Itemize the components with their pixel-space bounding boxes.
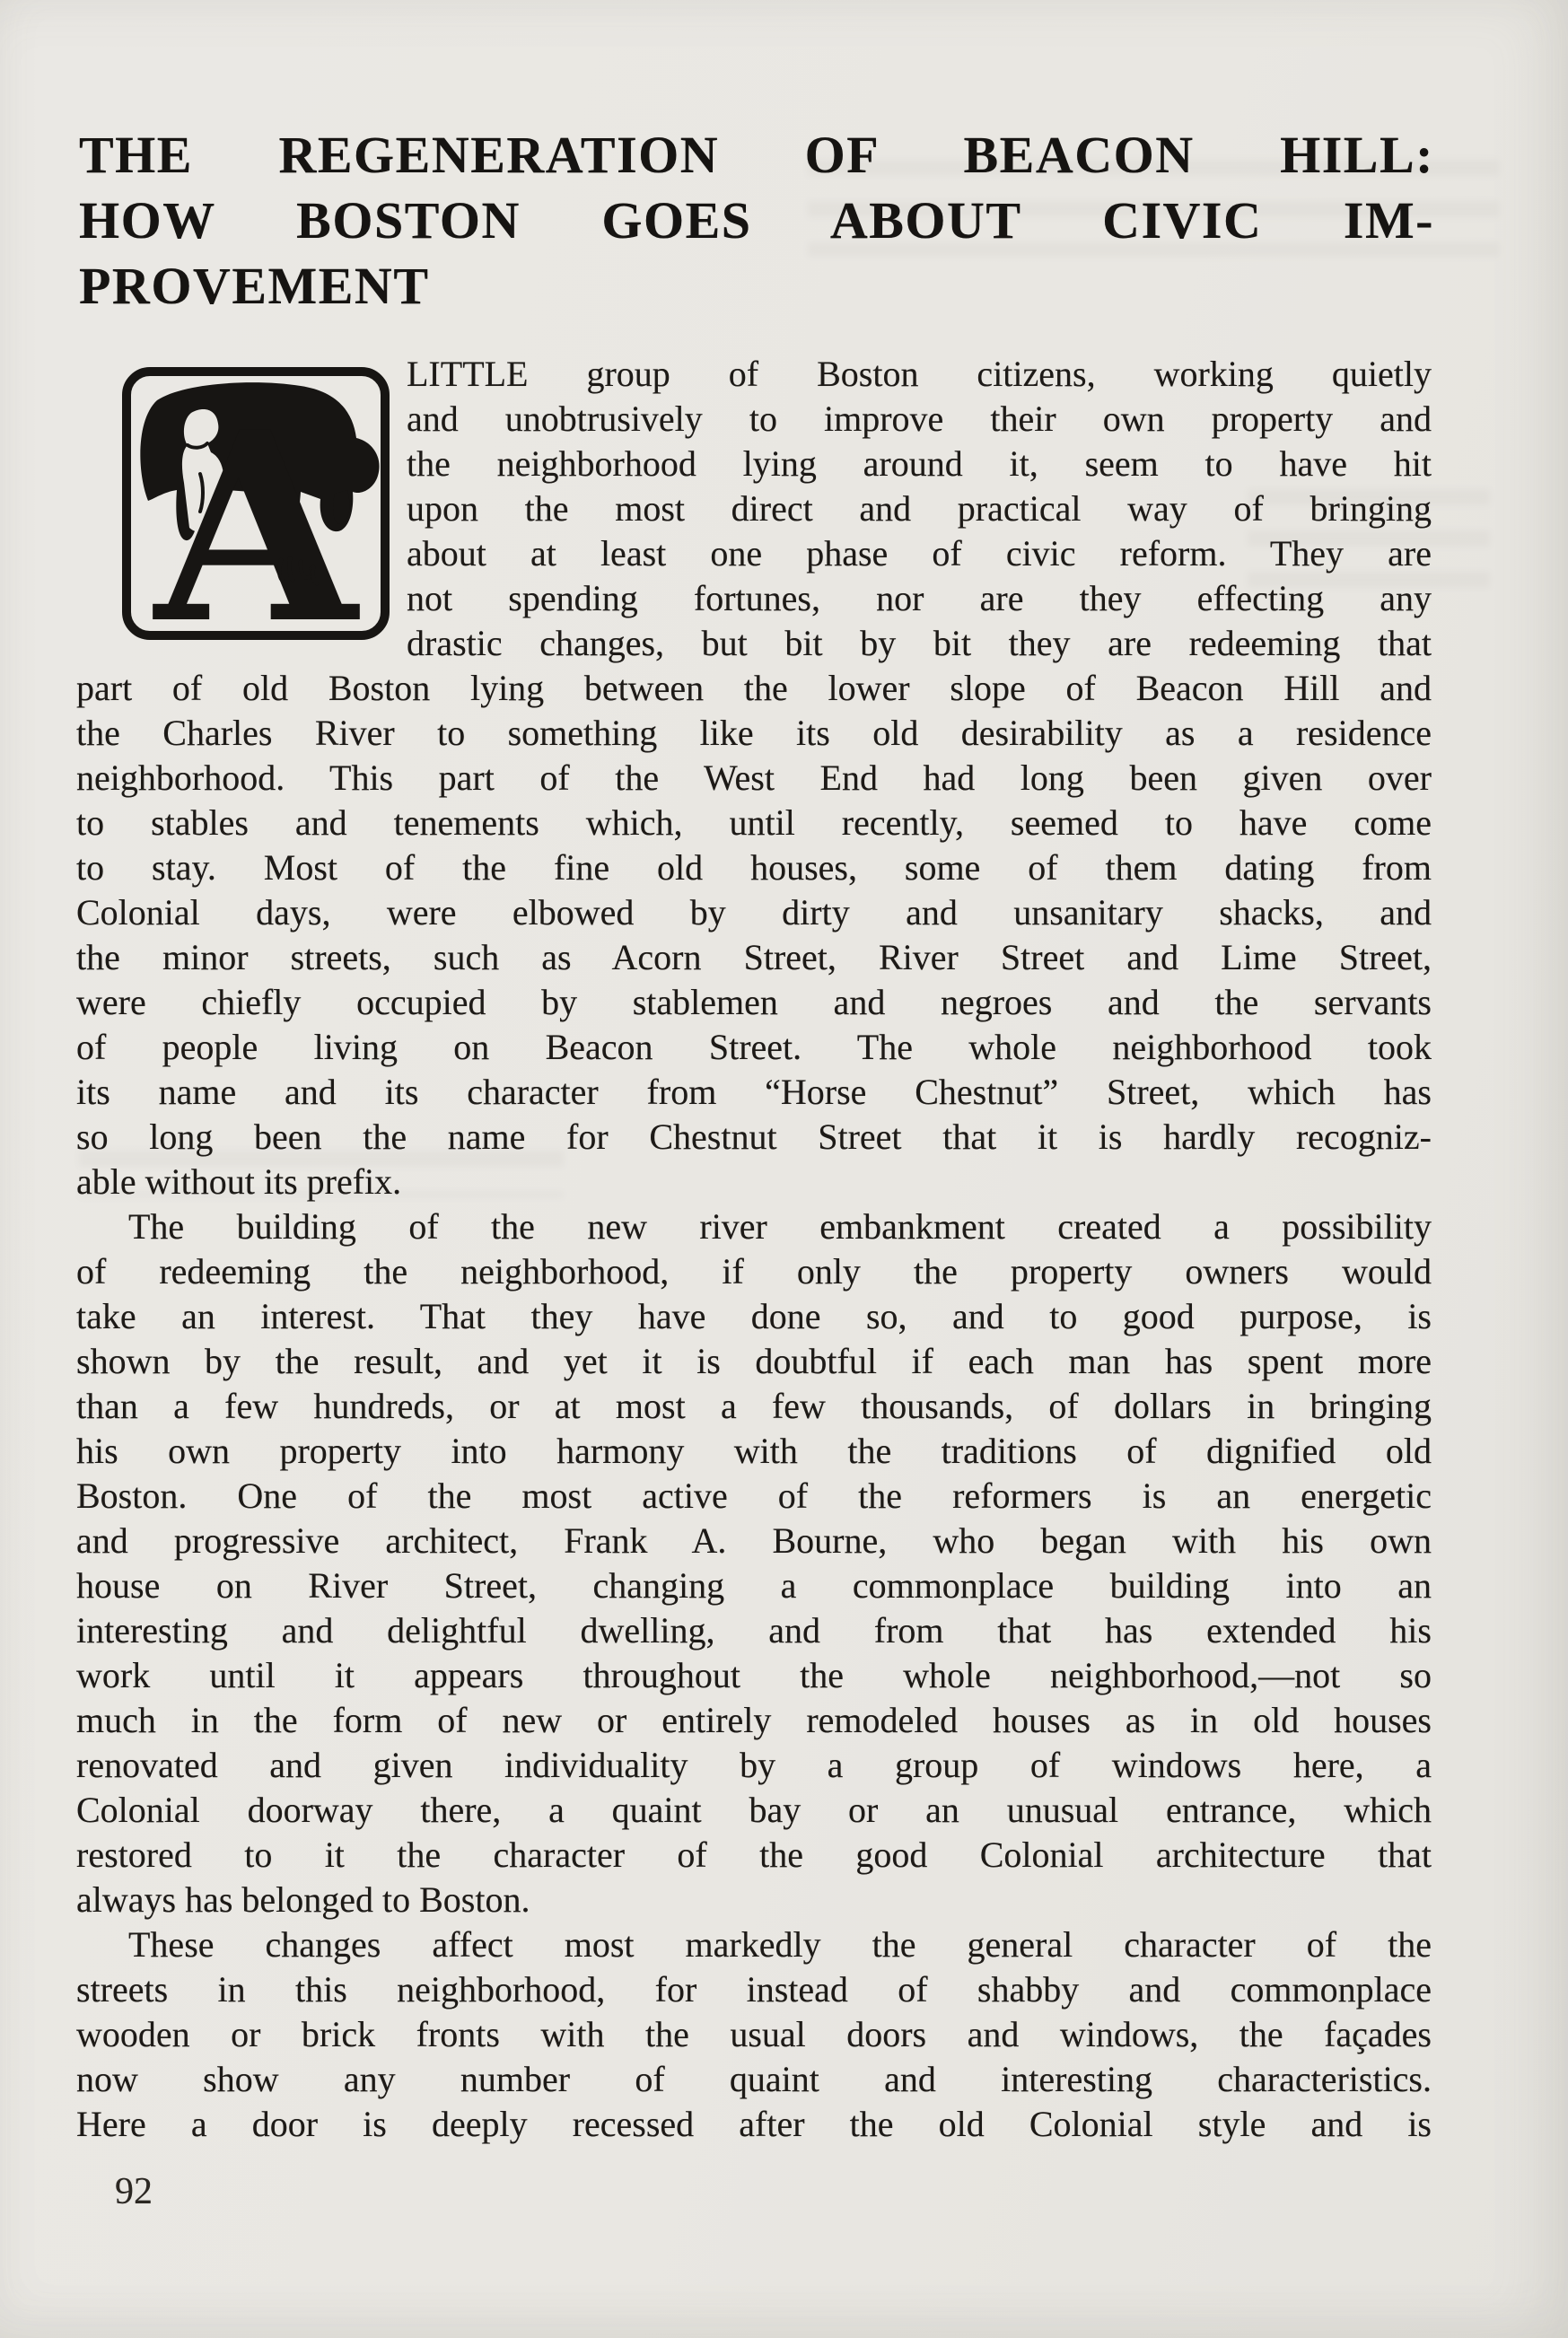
woodcut-initial-a-image bbox=[121, 366, 390, 641]
text-line: and unobtrusively to improve their own property and bbox=[407, 398, 1432, 439]
text-line: upon the most direct and practical way of bringing bbox=[407, 488, 1432, 529]
text-line: renovated and given individuality by a group of windows here, a bbox=[76, 1745, 1432, 1785]
text-line: Here a door is deeply recessed after the old Colonial style and is bbox=[76, 2104, 1432, 2144]
text-line: the neighborhood lying around it, seem to have hit bbox=[407, 443, 1432, 484]
text-line: able without its prefix. bbox=[76, 1161, 402, 1202]
text-line: Colonial days, were elbowed by dirty and unsanitary shacks, and bbox=[76, 892, 1432, 933]
text-line: Colonial doorway there, a quaint bay or an unusual entrance, which bbox=[76, 1790, 1432, 1830]
text-line: house on River Street, changing a commonplace building into an bbox=[76, 1565, 1432, 1606]
text-line: and progressive architect, Frank A. Bourne, who began with his own bbox=[76, 1520, 1432, 1561]
text-line: of people living on Beacon Street. The whole neighborhood took bbox=[76, 1027, 1432, 1067]
text-line: to stay. Most of the fine old houses, some of them dating from bbox=[76, 847, 1432, 888]
text-line: were chiefly occupied by stablemen and negroes and the servants bbox=[76, 982, 1432, 1022]
article-title bbox=[79, 122, 1434, 319]
paragraph-lines bbox=[76, 1204, 1432, 1922]
initial-letter-illustration bbox=[121, 366, 390, 641]
text-line: the minor streets, such as Acorn Street, River Street and Lime Street, bbox=[76, 937, 1432, 977]
paragraph-lines bbox=[76, 1922, 1432, 2147]
text-line: part of old Boston lying between the lower slope of Beacon Hill and bbox=[76, 668, 1432, 708]
text-line: to stables and tenements which, until recently, seemed to have come bbox=[76, 802, 1432, 843]
title-line: HOW BOSTON GOES ABOUT CIVIC IM- bbox=[79, 191, 1434, 250]
text-line: streets in this neighborhood, for instead of shabby and commonplace bbox=[76, 1969, 1432, 2010]
text-line: much in the form of new or entirely remodeled houses as in old houses bbox=[76, 1700, 1432, 1740]
text-line: restored to it the character of the good Colonial architecture that bbox=[76, 1834, 1432, 1875]
paragraph-1 bbox=[76, 352, 1432, 1204]
title-line: PROVEMENT bbox=[79, 257, 430, 315]
text-line: about at least one phase of civic reform. They are bbox=[407, 533, 1432, 574]
paragraph-3 bbox=[76, 1922, 1432, 2147]
paragraph-2 bbox=[76, 1204, 1432, 1922]
text-line: now show any number of quaint and interesting characteristics. bbox=[76, 2059, 1432, 2099]
text-line: of redeeming the neighborhood, if only the property owners would bbox=[76, 1251, 1432, 1292]
text-line: Boston. One of the most active of the reformers is an energetic bbox=[76, 1475, 1432, 1516]
text-line: LITTLE group of Boston citizens, working quietly bbox=[407, 354, 1432, 394]
text-line: neighborhood. This part of the West End had long been given over bbox=[76, 757, 1432, 798]
text-line: the Charles River to something like its old desirability as a residence bbox=[76, 713, 1432, 753]
text-line: not spending fortunes, nor are they effecting any bbox=[407, 578, 1432, 618]
svg-text:A: A bbox=[154, 376, 357, 641]
text-line: interesting and delightful dwelling, and from that has extended his bbox=[76, 1610, 1432, 1651]
text-line: work until it appears throughout the whole neighborhood,—not so bbox=[76, 1655, 1432, 1695]
page-number: 92 bbox=[115, 2171, 153, 2212]
text-line: The building of the new river embankment created a possibility bbox=[128, 1206, 1432, 1247]
text-line: than a few hundreds, or at most a few thousands, of dollars in bringing bbox=[76, 1386, 1432, 1426]
text-line: These changes affect most markedly the general character of the bbox=[128, 1924, 1432, 1965]
text-line: always has belonged to Boston. bbox=[76, 1879, 530, 1920]
text-line: so long been the name for Chestnut Street that it is hardly recogniz- bbox=[76, 1116, 1432, 1157]
text-line: shown by the result, and yet it is doubtful if each man has spent more bbox=[76, 1341, 1432, 1381]
text-line: wooden or brick fronts with the usual doors and windows, the façades bbox=[76, 2014, 1432, 2054]
text-line: its name and its character from “Horse Chestnut” Street, which has bbox=[76, 1072, 1432, 1112]
text-line: his own property into harmony with the traditions of dignified old bbox=[76, 1431, 1432, 1471]
article-body bbox=[76, 352, 1432, 2147]
title-line: THE REGENERATION OF BEACON HILL: bbox=[79, 126, 1434, 184]
text-line: drastic changes, but bit by bit they are redeeming that bbox=[407, 623, 1432, 663]
text-line: take an interest. That they have done so, and to good purpose, is bbox=[76, 1296, 1432, 1336]
